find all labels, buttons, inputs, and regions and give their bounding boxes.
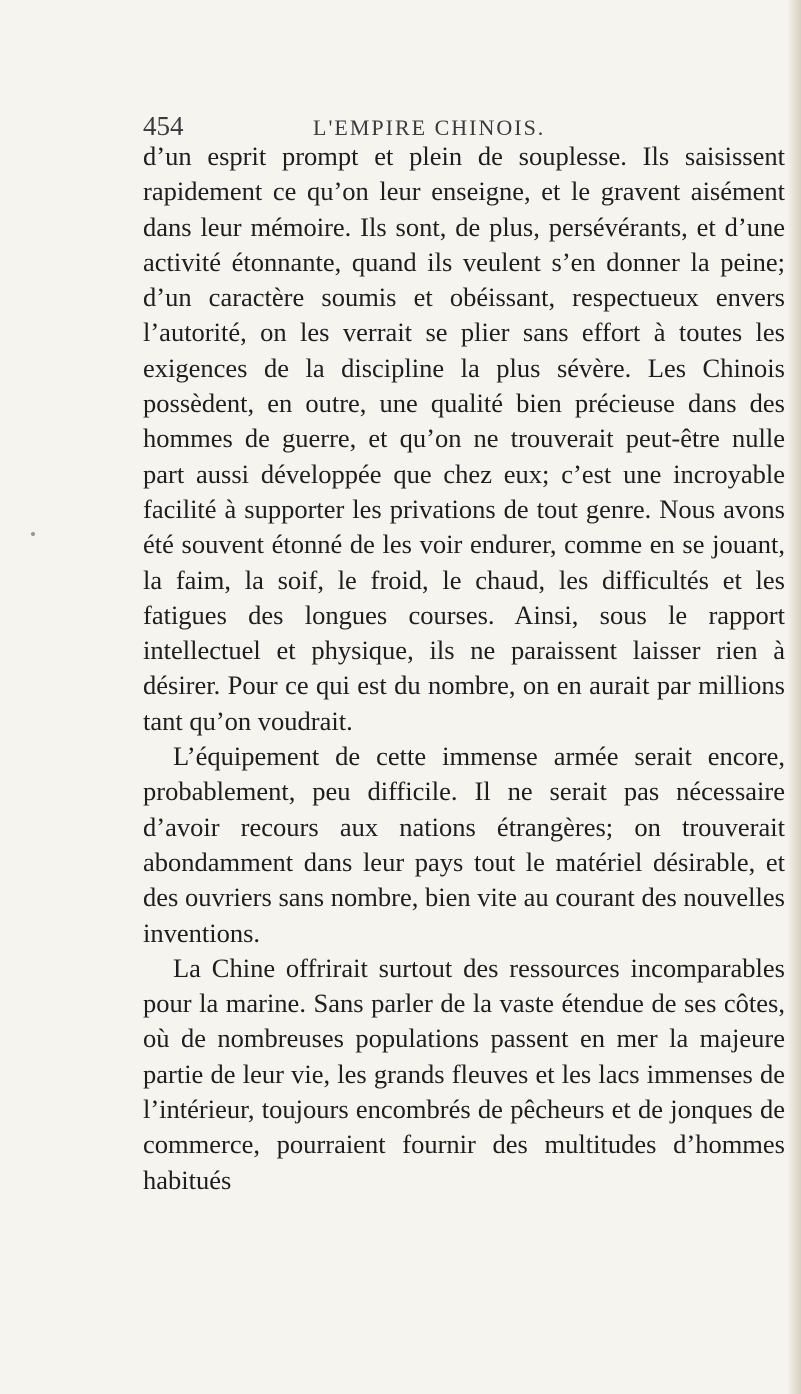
page-edge-shadow [787, 0, 801, 1394]
paragraph-3: La Chine offrirait surtout des ressources incomparables pour la marine. Sans parler de la vaste étendue de ses côtes, où de nombreuses populations passent en mer la majeure partie de leur vie, les grands fleuves et les lacs immenses de l’intérieur, toujours encombrés de pêcheurs et de jonques de commerce, pourraient fournir des multitudes d’hommes habitués [143, 952, 785, 1195]
body-text [143, 139, 785, 1198]
paragraph-1: d’un esprit prompt et plein de souplesse. Ils saisissent rapidement ce qu’on leur enseigne, et le gravent aisément dans leur mémoire. Ils sont, de plus, persévérants, et d’une activité étonnante, quand ils veulent s’en donner la peine; d’un caractère soumis et obéissant, respectueux envers l’autorité, on les verrait se plier sans effort à toutes les exigences de la discipline la plus sévère. Les Chinois possèdent, en outre, une qualité bien précieuse dans des hommes de guerre, et qu’on ne trouverait peut-être nulle part aussi développée que chez eux; c’est une incroyable facilité à supporter les privations de tout genre. Nous avons été souvent étonné de les voir endurer, comme en se jouant, la faim, la soif, le froid, le chaud, les difficultés et les fatigues des longues courses. Ainsi, sous le rapport intellectuel et physique, ils ne paraissent laisser rien à désirer. Pour ce qui est du nombre, on en aurait par millions tant qu’on voudrait. [143, 141, 785, 736]
page-number: 454 [143, 111, 184, 141]
paper-speck [31, 532, 35, 536]
running-title: L'EMPIRE CHINOIS. [313, 115, 546, 140]
paragraph-2: L’équipement de cette immense armée serait encore, probablement, peu difficile. Il ne serait pas nécessaire d’avoir recours aux nations étrangères; on trouverait abondamment dans leur pays tout le matériel désirable, et des ouvriers sans nombre, bien vite au courant des nouvelles inventions. [143, 741, 785, 948]
